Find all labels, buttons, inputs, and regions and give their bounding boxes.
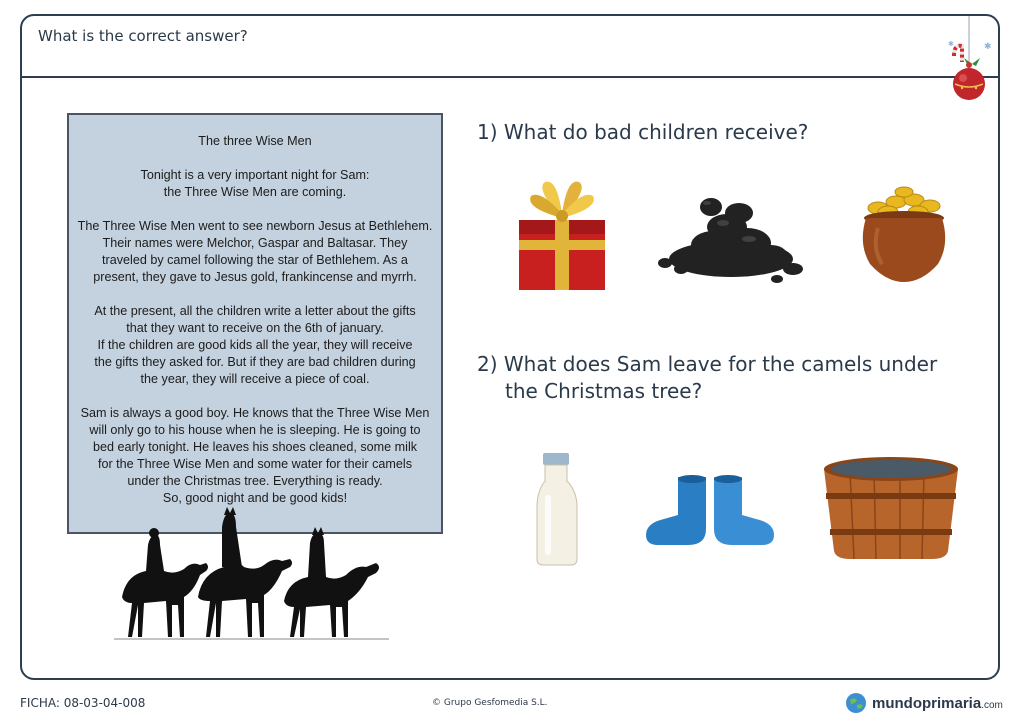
gift-box-icon[interactable] — [515, 178, 611, 292]
christmas-ornament-icon — [940, 16, 996, 102]
question-2 — [477, 351, 957, 405]
copyright-text: © Grupo Gesfomedia S.L. — [432, 698, 548, 708]
question-2-line1: 2) What does Sam leave for the camels under — [477, 352, 938, 376]
wise-men-camels-silhouette — [114, 505, 394, 647]
brand-name: mundoprimaria.com — [872, 694, 1003, 712]
header-divider — [20, 76, 1000, 78]
story-title: The three Wise Men — [198, 134, 312, 148]
instruction-text: What is the correct answer? — [38, 27, 248, 45]
brand-logo[interactable] — [845, 690, 1003, 716]
story-paragraph: Sam is always a good boy. He knows that the Three Wise Men will only go to his house when he is sleeping. He is going to bed early tonight. He leaves his shoes cleaned, some milk for the Three Wise Men and some water for their camels under the Christmas tree. Everything is ready. So, good night and be good kids! — [80, 406, 430, 505]
story-paragraph: At the present, all the children write a letter about the gifts that they want to receive on the 6th of january. If the children are good kids all the year, they will receive the gifts they asked for. But if they are bad children during the year, they will receive a piece of coal. — [94, 304, 416, 386]
question-1: 1) What do bad children receive? — [477, 120, 809, 144]
story-paragraph: Tonight is a very important night for Sam: the Three Wise Men are coming. — [140, 168, 370, 199]
coal-pile-icon[interactable] — [655, 193, 807, 285]
blue-boots-icon[interactable] — [644, 473, 776, 549]
worksheet-code: FICHA: 08-03-04-008 — [20, 696, 146, 710]
svg-text:✱: ✱ — [984, 42, 992, 52]
globe-icon — [845, 692, 867, 714]
gold-pot-icon[interactable] — [856, 184, 952, 284]
question-2-line2: the Christmas tree? — [505, 379, 703, 403]
water-tub-icon[interactable] — [820, 455, 962, 561]
svg-text:✱: ✱ — [948, 40, 954, 48]
story-box — [67, 113, 443, 534]
milk-bottle-icon[interactable] — [533, 451, 581, 567]
story-paragraph: The Three Wise Men went to see newborn Jesus at Bethlehem. Their names were Melchor, Gaspar and Baltasar. They traveled by camel following the star of Bethlehem. As a present, they gave to Jesus gold, frankincense and myrrh. — [77, 219, 433, 284]
